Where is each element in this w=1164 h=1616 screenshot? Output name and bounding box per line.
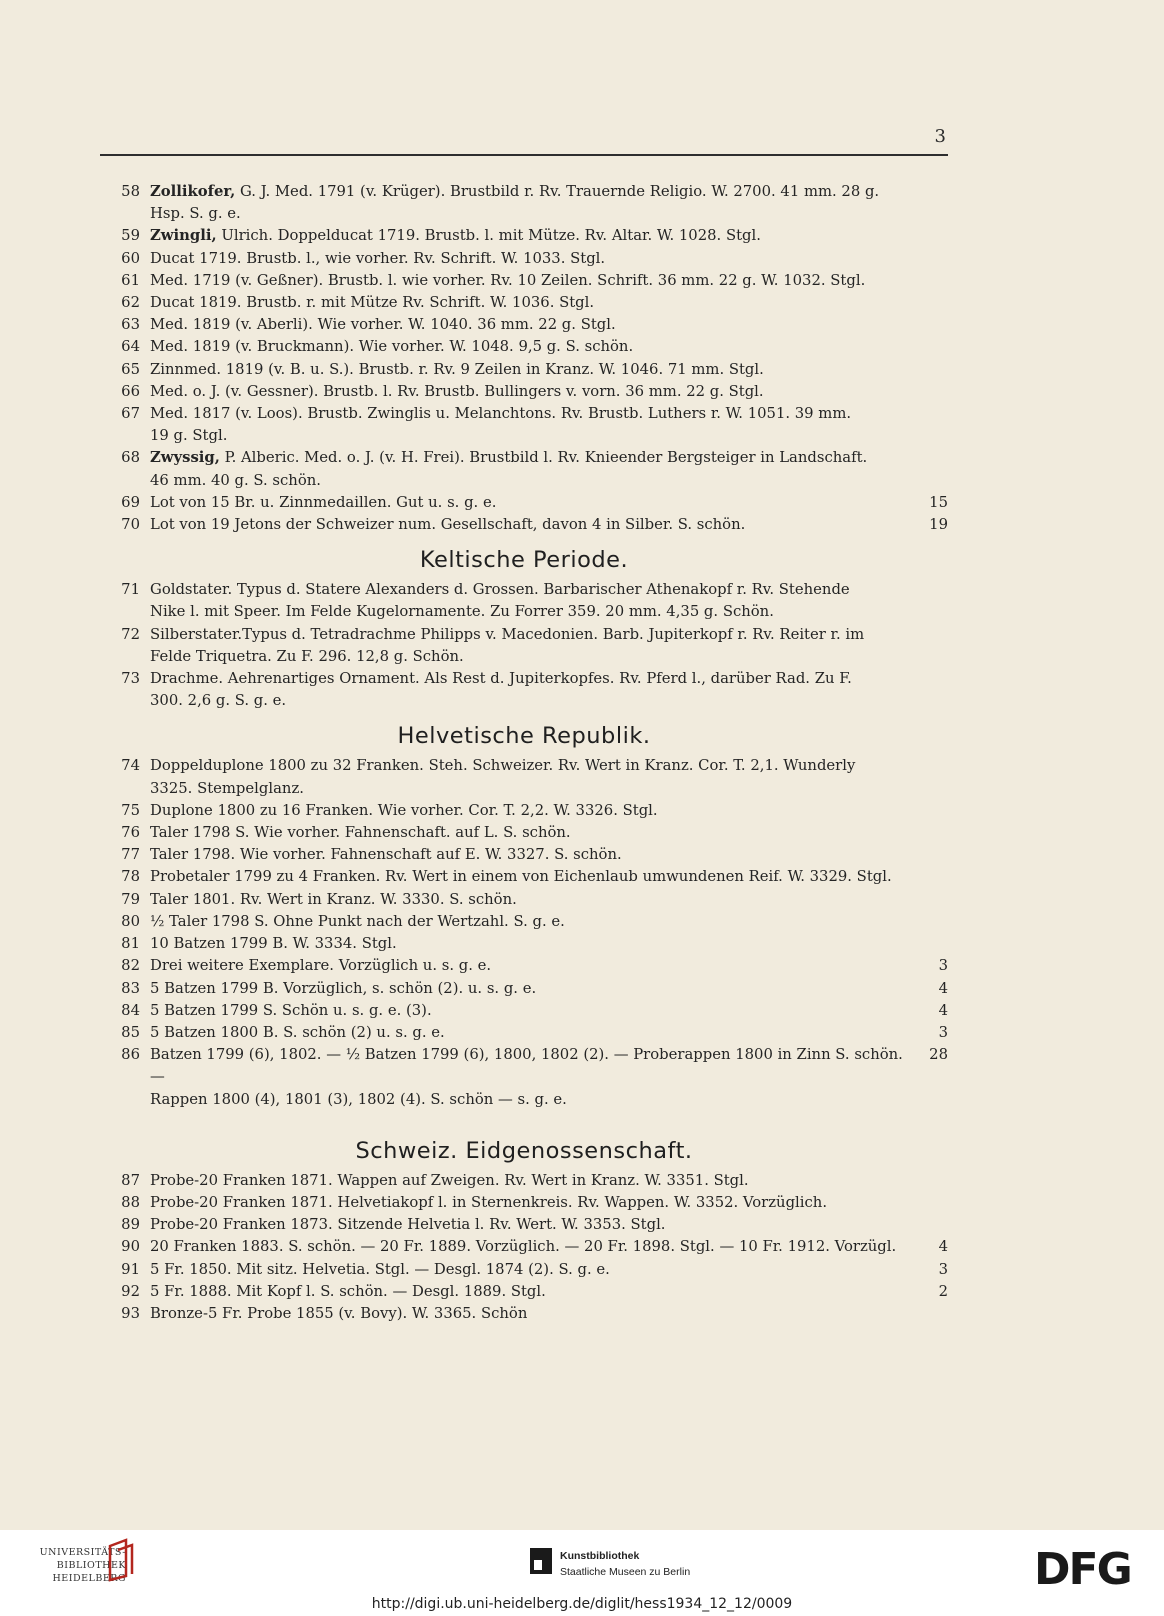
description-line: [150, 1089, 914, 1111]
section-heading: Keltische Periode.: [419, 547, 629, 574]
description-text: Taler 1798 S. Wie vorher. Fahnenschaft. auf L. S. schön.: [150, 824, 571, 842]
description-line: [150, 822, 914, 844]
catalog-entry: [100, 314, 948, 336]
lot-price: [914, 381, 948, 403]
description-text: Felde Triquetra. Zu F. 296. 12,8 g. Schön.: [150, 647, 464, 665]
lot-price: [914, 447, 948, 491]
kunstbibliothek-logo-icon: [530, 1548, 552, 1574]
lot-price: [914, 270, 948, 292]
lot-description: [150, 1044, 914, 1111]
lot-number: 76: [121, 824, 140, 842]
lot-price: [914, 911, 948, 933]
description-text: 5 Fr. 1888. Mit Kopf l. S. schön. — Desgl. 1889. Stgl.: [150, 1282, 546, 1300]
catalog-entry: [100, 624, 948, 668]
description-text: Hsp. S. g. e.: [150, 205, 241, 223]
description-text: G. J. Med. 1791 (v. Krüger). Brustbild r. Rv. Trauernde Religio. W. 2700. 41 mm. 28 g.: [235, 183, 880, 200]
description-text: Batzen 1799 (6), 1802. — ½ Batzen 1799 (6), 1800, 1802 (2). — Proberappen 1800 in Zinn S. schön. —: [150, 1046, 903, 1086]
description-line: [150, 1192, 914, 1214]
lot-person-name: Zollikofer,: [150, 183, 236, 200]
description-text: Rappen 1800 (4), 1801 (3), 1802 (4). S. schön — s. g. e.: [150, 1090, 567, 1108]
lot-price: 3: [938, 1023, 948, 1041]
description-text: Goldstater. Typus d. Statere Alexanders d. Grossen. Barbarischer Athenakopf r. Rv. Stehende: [150, 581, 850, 599]
header-rule: [100, 154, 948, 156]
lot-price: [914, 579, 948, 623]
description-text: 5 Batzen 1800 B. S. schön (2) u. s. g. e.: [150, 1023, 445, 1041]
description-line: [150, 690, 914, 712]
lot-number: 73: [121, 670, 140, 688]
description-text: Doppelduplone 1800 zu 32 Franken. Steh. Schweizer. Rv. Wert in Kranz. Cor. T. 2,1. Wunderly: [150, 757, 856, 775]
lot-number: 67: [121, 405, 140, 423]
catalog-entry: [100, 492, 948, 514]
lot-number: 64: [121, 338, 140, 356]
lot-description: [150, 755, 914, 799]
lot-description: [150, 1192, 914, 1214]
description-line: [150, 933, 914, 955]
description-text: 3325. Stempelglanz.: [150, 779, 304, 797]
catalog-entry: [100, 822, 948, 844]
description-text: Drachme. Aehrenartiges Ornament. Als Rest d. Jupiterkopfes. Rv. Pferd l., darüber Rad. Zu F.: [150, 670, 852, 688]
lot-number: 58: [121, 183, 140, 200]
dfg-logo: DFG: [1034, 1544, 1131, 1595]
lot-description: [150, 292, 914, 314]
description-text: 5 Batzen 1799 B. Vorzüglich, s. schön (2). u. s. g. e.: [150, 979, 537, 997]
description-line: [150, 1236, 914, 1258]
description-line: [150, 1214, 914, 1236]
description-line: [150, 800, 914, 822]
catalog-entry: [100, 514, 948, 536]
description-text: Zinnmed. 1819 (v. B. u. S.). Brustb. r. Rv. 9 Zeilen in Kranz. W. 1046. 71 mm. Stgl.: [150, 360, 764, 378]
catalog-entry: [100, 225, 948, 247]
lot-price: [914, 800, 948, 822]
description-line: [150, 492, 914, 514]
lot-description: [150, 359, 914, 381]
catalog-entry: [100, 978, 948, 1000]
catalog-entry: [100, 1192, 948, 1214]
lot-price: [914, 668, 948, 712]
catalog-entry: [100, 292, 948, 314]
description-text: Med. 1719 (v. Geßner). Brustb. l. wie vorher. Rv. 10 Zeilen. Schrift. 36 mm. 22 g. W. 1032. Stgl.: [150, 271, 866, 289]
lot-price: [914, 1303, 948, 1325]
lot-description: [150, 270, 914, 292]
lot-price: [914, 1192, 948, 1214]
catalog-entry: [100, 447, 948, 491]
catalog-entry: [100, 1303, 948, 1325]
lot-number: 91: [121, 1260, 140, 1278]
lot-number: 88: [121, 1193, 140, 1211]
lot-price: [914, 1170, 948, 1192]
lot-number: 59: [121, 227, 140, 245]
description-line: [150, 778, 914, 800]
description-text: 10 Batzen 1799 B. W. 3334. Stgl.: [150, 935, 397, 953]
catalog-entry: [100, 1170, 948, 1192]
description-line: [150, 1170, 914, 1192]
catalog-entry: [100, 755, 948, 799]
lot-description: [150, 1259, 914, 1281]
catalog-entry: [100, 359, 948, 381]
catalog-entry: [100, 1236, 948, 1258]
description-line: [150, 225, 914, 247]
lot-number: 63: [121, 316, 140, 334]
lot-price: 2: [938, 1282, 948, 1300]
description-line: [150, 514, 914, 536]
lot-number: 80: [121, 912, 140, 930]
lot-description: [150, 447, 914, 491]
description-line: [150, 668, 914, 690]
lot-number: 93: [121, 1304, 140, 1322]
lot-number: 74: [121, 757, 140, 775]
description-text: Med. o. J. (v. Gessner). Brustb. l. Rv. Brustb. Bullingers v. vorn. 36 mm. 22 g. Stgl.: [150, 382, 764, 400]
description-text: Bronze-5 Fr. Probe 1855 (v. Bovy). W. 3365. Schön: [150, 1304, 528, 1322]
lot-number: 82: [121, 957, 140, 975]
lot-description: [150, 1000, 914, 1022]
description-text: 300. 2,6 g. S. g. e.: [150, 692, 287, 710]
description-line: [150, 955, 914, 977]
description-line: [150, 646, 914, 668]
lot-description: [150, 492, 914, 514]
description-text: Med. 1819 (v. Aberli). Wie vorher. W. 1040. 36 mm. 22 g. Stgl.: [150, 316, 616, 334]
catalog-entry: [100, 889, 948, 911]
lot-description: [150, 336, 914, 358]
lot-number: 65: [121, 360, 140, 378]
section-heading: Schweiz. Eidgenossenschaft.: [355, 1137, 693, 1164]
description-line: [150, 755, 914, 777]
description-line: [150, 470, 914, 492]
description-line: [150, 359, 914, 381]
description-text: Med. 1817 (v. Loos). Brustb. Zwinglis u. Melanchtons. Rv. Brustb. Luthers r. W. 1051. 39 mm.: [150, 405, 852, 423]
lot-description: [150, 248, 914, 270]
lot-description: [150, 800, 914, 822]
lot-number: 86: [121, 1046, 140, 1064]
lot-description: [150, 579, 914, 623]
description-text: Taler 1798. Wie vorher. Fahnenschaft auf E. W. 3327. S. schön.: [150, 846, 622, 864]
catalog-entry: [100, 403, 948, 447]
catalog-entry: [100, 270, 948, 292]
catalog-entry: [100, 933, 948, 955]
lot-description: [150, 668, 914, 712]
lot-price: [914, 624, 948, 668]
lot-number: 62: [121, 294, 140, 312]
description-line: [150, 403, 914, 425]
catalog-entry: [100, 866, 948, 888]
description-line: [150, 1303, 914, 1325]
description-line: [150, 314, 914, 336]
lot-number: 69: [121, 493, 140, 511]
description-text: Ducat 1819. Brustb. r. mit Mütze Rv. Schrift. W. 1036. Stgl.: [150, 294, 595, 312]
catalog-entry: [100, 1000, 948, 1022]
catalog-entry: [100, 381, 948, 403]
lot-price: [914, 336, 948, 358]
lot-price: [914, 933, 948, 955]
catalog-entry: [100, 1281, 948, 1303]
description-line: [150, 203, 914, 225]
lot-price: [914, 889, 948, 911]
lot-description: [150, 514, 914, 536]
kunstbibliothek-label: Kunstbibliothek Staatliche Museen zu Berlin: [560, 1550, 691, 1578]
lot-price: [914, 181, 948, 225]
footer-bar: [0, 1530, 1164, 1616]
lot-price: 3: [938, 1260, 948, 1278]
lot-number: 85: [121, 1023, 140, 1041]
lot-price: [914, 292, 948, 314]
lot-price: 15: [929, 493, 948, 511]
lot-description: [150, 822, 914, 844]
lot-price: [914, 359, 948, 381]
lot-price: 4: [938, 979, 948, 997]
description-line: [150, 292, 914, 314]
lot-number: 79: [121, 890, 140, 908]
catalog-entry: [100, 336, 948, 358]
lot-number: 90: [121, 1238, 140, 1256]
lot-description: [150, 1281, 914, 1303]
catalog-entry: [100, 579, 948, 623]
page-url[interactable]: http://digi.ub.uni-heidelberg.de/diglit/hess1934_12_12/0009: [371, 1596, 793, 1612]
lot-price: [914, 403, 948, 447]
lot-description: [150, 1303, 914, 1325]
lot-price: [914, 755, 948, 799]
lot-price: [914, 248, 948, 270]
description-line: [150, 601, 914, 623]
lot-description: [150, 1170, 914, 1192]
lot-description: [150, 1214, 914, 1236]
lot-price: [914, 314, 948, 336]
lot-price: 4: [938, 1238, 948, 1256]
description-line: [150, 1022, 914, 1044]
lot-description: [150, 911, 914, 933]
description-line: [150, 336, 914, 358]
description-line: [150, 270, 914, 292]
lot-number: 83: [121, 979, 140, 997]
lot-description: [150, 933, 914, 955]
lot-number: 60: [121, 249, 140, 267]
lot-description: [150, 1236, 914, 1258]
description-text: Probe-20 Franken 1873. Sitzende Helvetia l. Rv. Wert. W. 3353. Stgl.: [150, 1216, 666, 1234]
lot-description: [150, 181, 914, 225]
university-logo-icon: [104, 1536, 140, 1582]
catalog-entry: [100, 955, 948, 977]
lot-number: 87: [121, 1171, 140, 1189]
lot-description: [150, 624, 914, 668]
description-line: [150, 425, 914, 447]
lot-description: [150, 889, 914, 911]
lot-person-name: Zwingli,: [150, 227, 217, 245]
lot-number: 84: [121, 1001, 140, 1019]
lot-number: 71: [121, 581, 140, 599]
section-heading: Helvetische Republik.: [397, 723, 651, 750]
lot-description: [150, 978, 914, 1000]
description-text: Nike l. mit Speer. Im Felde Kugelornamente. Zu Forrer 359. 20 mm. 4,35 g. Schön.: [150, 603, 774, 621]
lot-price: [914, 225, 948, 247]
description-text: 20 Franken 1883. S. schön. — 20 Fr. 1889. Vorzüglich. — 20 Fr. 1898. Stgl. — 10 Fr. 1912. Vorzügl.: [150, 1238, 897, 1256]
page-number: 3: [934, 126, 946, 147]
description-text: 19 g. Stgl.: [150, 427, 228, 445]
description-text: ½ Taler 1798 S. Ohne Punkt nach der Wertzahl. S. g. e.: [150, 912, 565, 930]
catalog-entry: [100, 1214, 948, 1236]
description-line: [150, 1044, 914, 1088]
description-text: Probe-20 Franken 1871. Helvetiakopf l. in Sternenkreis. Rv. Wappen. W. 3352. Vorzüglich.: [150, 1193, 828, 1211]
lot-number: 78: [121, 868, 140, 886]
lot-number: 75: [121, 801, 140, 819]
lot-price: [914, 844, 948, 866]
lot-price: 28: [929, 1046, 948, 1064]
description-text: Med. 1819 (v. Bruckmann). Wie vorher. W. 1048. 9,5 g. S. schön.: [150, 338, 634, 356]
description-text: 5 Fr. 1850. Mit sitz. Helvetia. Stgl. — Desgl. 1874 (2). S. g. e.: [150, 1260, 610, 1278]
lot-description: [150, 844, 914, 866]
description-line: [150, 447, 914, 469]
lot-description: [150, 381, 914, 403]
catalog-entry: [100, 911, 948, 933]
description-line: [150, 381, 914, 403]
lot-number: 89: [121, 1216, 140, 1234]
description-line: [150, 624, 914, 646]
lot-number: 92: [121, 1282, 140, 1300]
catalog-entry: [100, 1022, 948, 1044]
catalog-entry: [100, 800, 948, 822]
description-text: Probetaler 1799 zu 4 Franken. Rv. Wert in einem von Eichenlaub umwundenen Reif. W. 3329. Stgl.: [150, 868, 892, 886]
description-line: [150, 1000, 914, 1022]
lot-number: 72: [121, 625, 140, 643]
lot-price: 3: [938, 957, 948, 975]
description-line: [150, 1281, 914, 1303]
description-text: Ulrich. Doppelducat 1719. Brustb. l. mit Mütze. Rv. Altar. W. 1028. Stgl.: [216, 227, 761, 245]
lot-price: [914, 866, 948, 888]
description-line: [150, 844, 914, 866]
lot-price: [914, 1214, 948, 1236]
lot-number: 77: [121, 846, 140, 864]
catalog-content: [100, 181, 948, 1325]
description-line: [150, 181, 914, 203]
lot-description: [150, 225, 914, 247]
description-text: Probe-20 Franken 1871. Wappen auf Zweigen. Rv. Wert in Kranz. W. 3351. Stgl.: [150, 1171, 749, 1189]
description-text: Lot von 19 Jetons der Schweizer num. Gesellschaft, davon 4 in Silber. S. schön.: [150, 516, 746, 534]
description-line: [150, 248, 914, 270]
lot-number: 61: [121, 271, 140, 289]
lot-price: 4: [938, 1001, 948, 1019]
description-text: 5 Batzen 1799 S. Schön u. s. g. e. (3).: [150, 1001, 432, 1019]
lot-description: [150, 1022, 914, 1044]
lot-price: 19: [929, 516, 948, 534]
description-line: [150, 579, 914, 601]
description-line: [150, 866, 914, 888]
lot-description: [150, 403, 914, 447]
catalog-entry: [100, 181, 948, 225]
description-line: [150, 911, 914, 933]
description-text: 46 mm. 40 g. S. schön.: [150, 471, 321, 489]
catalog-entry: [100, 1259, 948, 1281]
lot-description: [150, 955, 914, 977]
description-line: [150, 1259, 914, 1281]
description-text: Ducat 1719. Brustb. l., wie vorher. Rv. Schrift. W. 1033. Stgl.: [150, 249, 606, 267]
description-text: Taler 1801. Rv. Wert in Kranz. W. 3330. S. schön.: [150, 890, 517, 908]
lot-number: 68: [121, 449, 140, 467]
description-text: Drei weitere Exemplare. Vorzüglich u. s. g. e.: [150, 957, 492, 975]
lot-person-name: Zwyssig,: [150, 449, 220, 467]
university-library-name: UNIVERSITÄTS- BIBLIOTHEK HEIDELBERG: [39, 1547, 126, 1584]
description-text: P. Alberic. Med. o. J. (v. H. Frei). Brustbild l. Rv. Knieender Bergsteiger in Landschaft.: [219, 449, 868, 467]
lot-number: 81: [121, 935, 140, 953]
lot-number: 66: [121, 382, 140, 400]
lot-price: [914, 822, 948, 844]
lot-number: 70: [121, 516, 140, 534]
catalog-entry: [100, 668, 948, 712]
lot-description: [150, 866, 914, 888]
description-text: Lot von 15 Br. u. Zinnmedaillen. Gut u. s. g. e.: [150, 493, 497, 511]
description-line: [150, 978, 914, 1000]
description-text: Silberstater.Typus d. Tetradrachme Philipps v. Macedonien. Barb. Jupiterkopf r. Rv. Reiter r. im: [150, 625, 865, 643]
catalog-entry: [100, 1044, 948, 1111]
description-line: [150, 889, 914, 911]
catalog-entry: [100, 248, 948, 270]
description-text: Duplone 1800 zu 16 Franken. Wie vorher. Cor. T. 2,2. W. 3326. Stgl.: [150, 801, 658, 819]
lot-description: [150, 314, 914, 336]
catalog-entry: [100, 844, 948, 866]
